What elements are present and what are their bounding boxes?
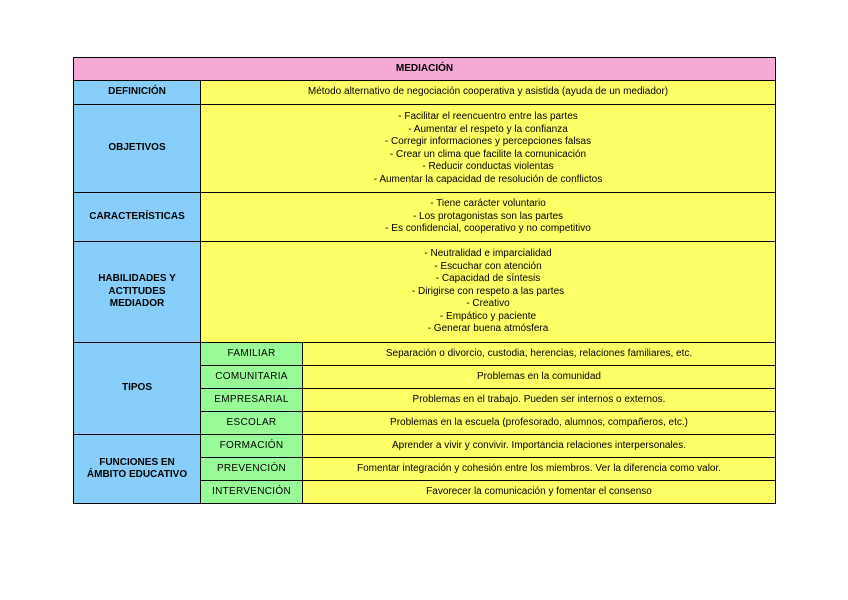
- caracteristicas-list: [201, 193, 776, 242]
- funcion-name: INTERVENCIÓN: [201, 481, 303, 504]
- list-item: - Generar buena atmósfera: [427, 323, 549, 335]
- list-item: - Aumentar el respeto y la confianza: [408, 123, 568, 135]
- funcion-name: PREVENCIÓN: [201, 458, 303, 481]
- funcion-desc: Aprender a vivir y convivir. Importancia relaciones interpersonales.: [303, 435, 776, 458]
- list-item: - Crear un clima que facilite la comunicación: [389, 148, 587, 160]
- list-item: - Es confidencial, cooperativo y no competitivo: [385, 223, 591, 235]
- list-item: - Facilitar el reencuentro entre las partes: [398, 111, 578, 122]
- tipo-name: ESCOLAR: [201, 412, 303, 435]
- list-item: - Escuchar con atención: [434, 260, 542, 272]
- list-item: - Dirigirse con respeto a las partes: [411, 285, 565, 297]
- tipo-name: COMUNITARIA: [201, 366, 303, 389]
- list-item: - Aumentar la capacidad de resolución de conflictos: [373, 173, 603, 185]
- list-item: - Creativo: [466, 298, 510, 310]
- list-item: - Capacidad de síntesis: [435, 273, 541, 285]
- habilidades-label-line: HABILIDADES Y: [98, 273, 176, 285]
- list-item: - Los protagonistas son las partes: [412, 210, 564, 222]
- funcion-name: FORMACIÓN: [201, 435, 303, 458]
- tipo-desc: Separación o divorcio, custodia, herencias, relaciones familiares, etc.: [303, 343, 776, 366]
- list-item: - Reducir conductas violentas: [422, 161, 554, 172]
- funcion-desc: Fomentar integración y cohesión entre los miembros. Ver la diferencia como valor.: [303, 458, 776, 481]
- caracteristicas-label: CARACTERÍSTICAS: [74, 193, 201, 242]
- tipo-desc: Problemas en la comunidad: [303, 366, 776, 389]
- tipo-desc: Problemas en el trabajo. Pueden ser internos o externos.: [303, 389, 776, 412]
- list-item: - Tiene carácter voluntario: [430, 198, 546, 210]
- tipos-label: TIPOS: [74, 343, 201, 435]
- list-item: - Neutralidad e imparcialidad: [424, 248, 552, 260]
- list-item: - Corregir informaciones y percepciones falsas: [384, 136, 592, 147]
- tipo-name: EMPRESARIAL: [201, 389, 303, 412]
- mediation-table: [73, 57, 776, 504]
- definicion-text: Método alternativo de negociación cooperativa y asistida (ayuda de un mediador): [201, 81, 776, 105]
- list-item: - Empático y paciente: [439, 310, 537, 322]
- definicion-label: DEFINICIÓN: [74, 81, 201, 105]
- table-title: MEDIACIÓN: [74, 58, 776, 81]
- tipo-desc: Problemas en la escuela (profesorado, alumnos, compañeros, etc.): [303, 412, 776, 435]
- tipo-name: FAMILIAR: [201, 343, 303, 366]
- funciones-label: [74, 435, 201, 504]
- objetivos-label: OBJETIVOS: [74, 105, 201, 193]
- habilidades-list: [201, 242, 776, 343]
- funciones-label-line: ÁMBITO EDUCATIVO: [86, 469, 188, 480]
- habilidades-label-line: ACTITUDES: [108, 285, 166, 297]
- habilidades-label-line: MEDIADOR: [109, 298, 165, 310]
- funciones-label-line: FUNCIONES EN: [99, 456, 175, 468]
- objetivos-list: [201, 105, 776, 193]
- habilidades-label: [74, 242, 201, 343]
- funcion-desc: Favorecer la comunicación y fomentar el consenso: [303, 481, 776, 504]
